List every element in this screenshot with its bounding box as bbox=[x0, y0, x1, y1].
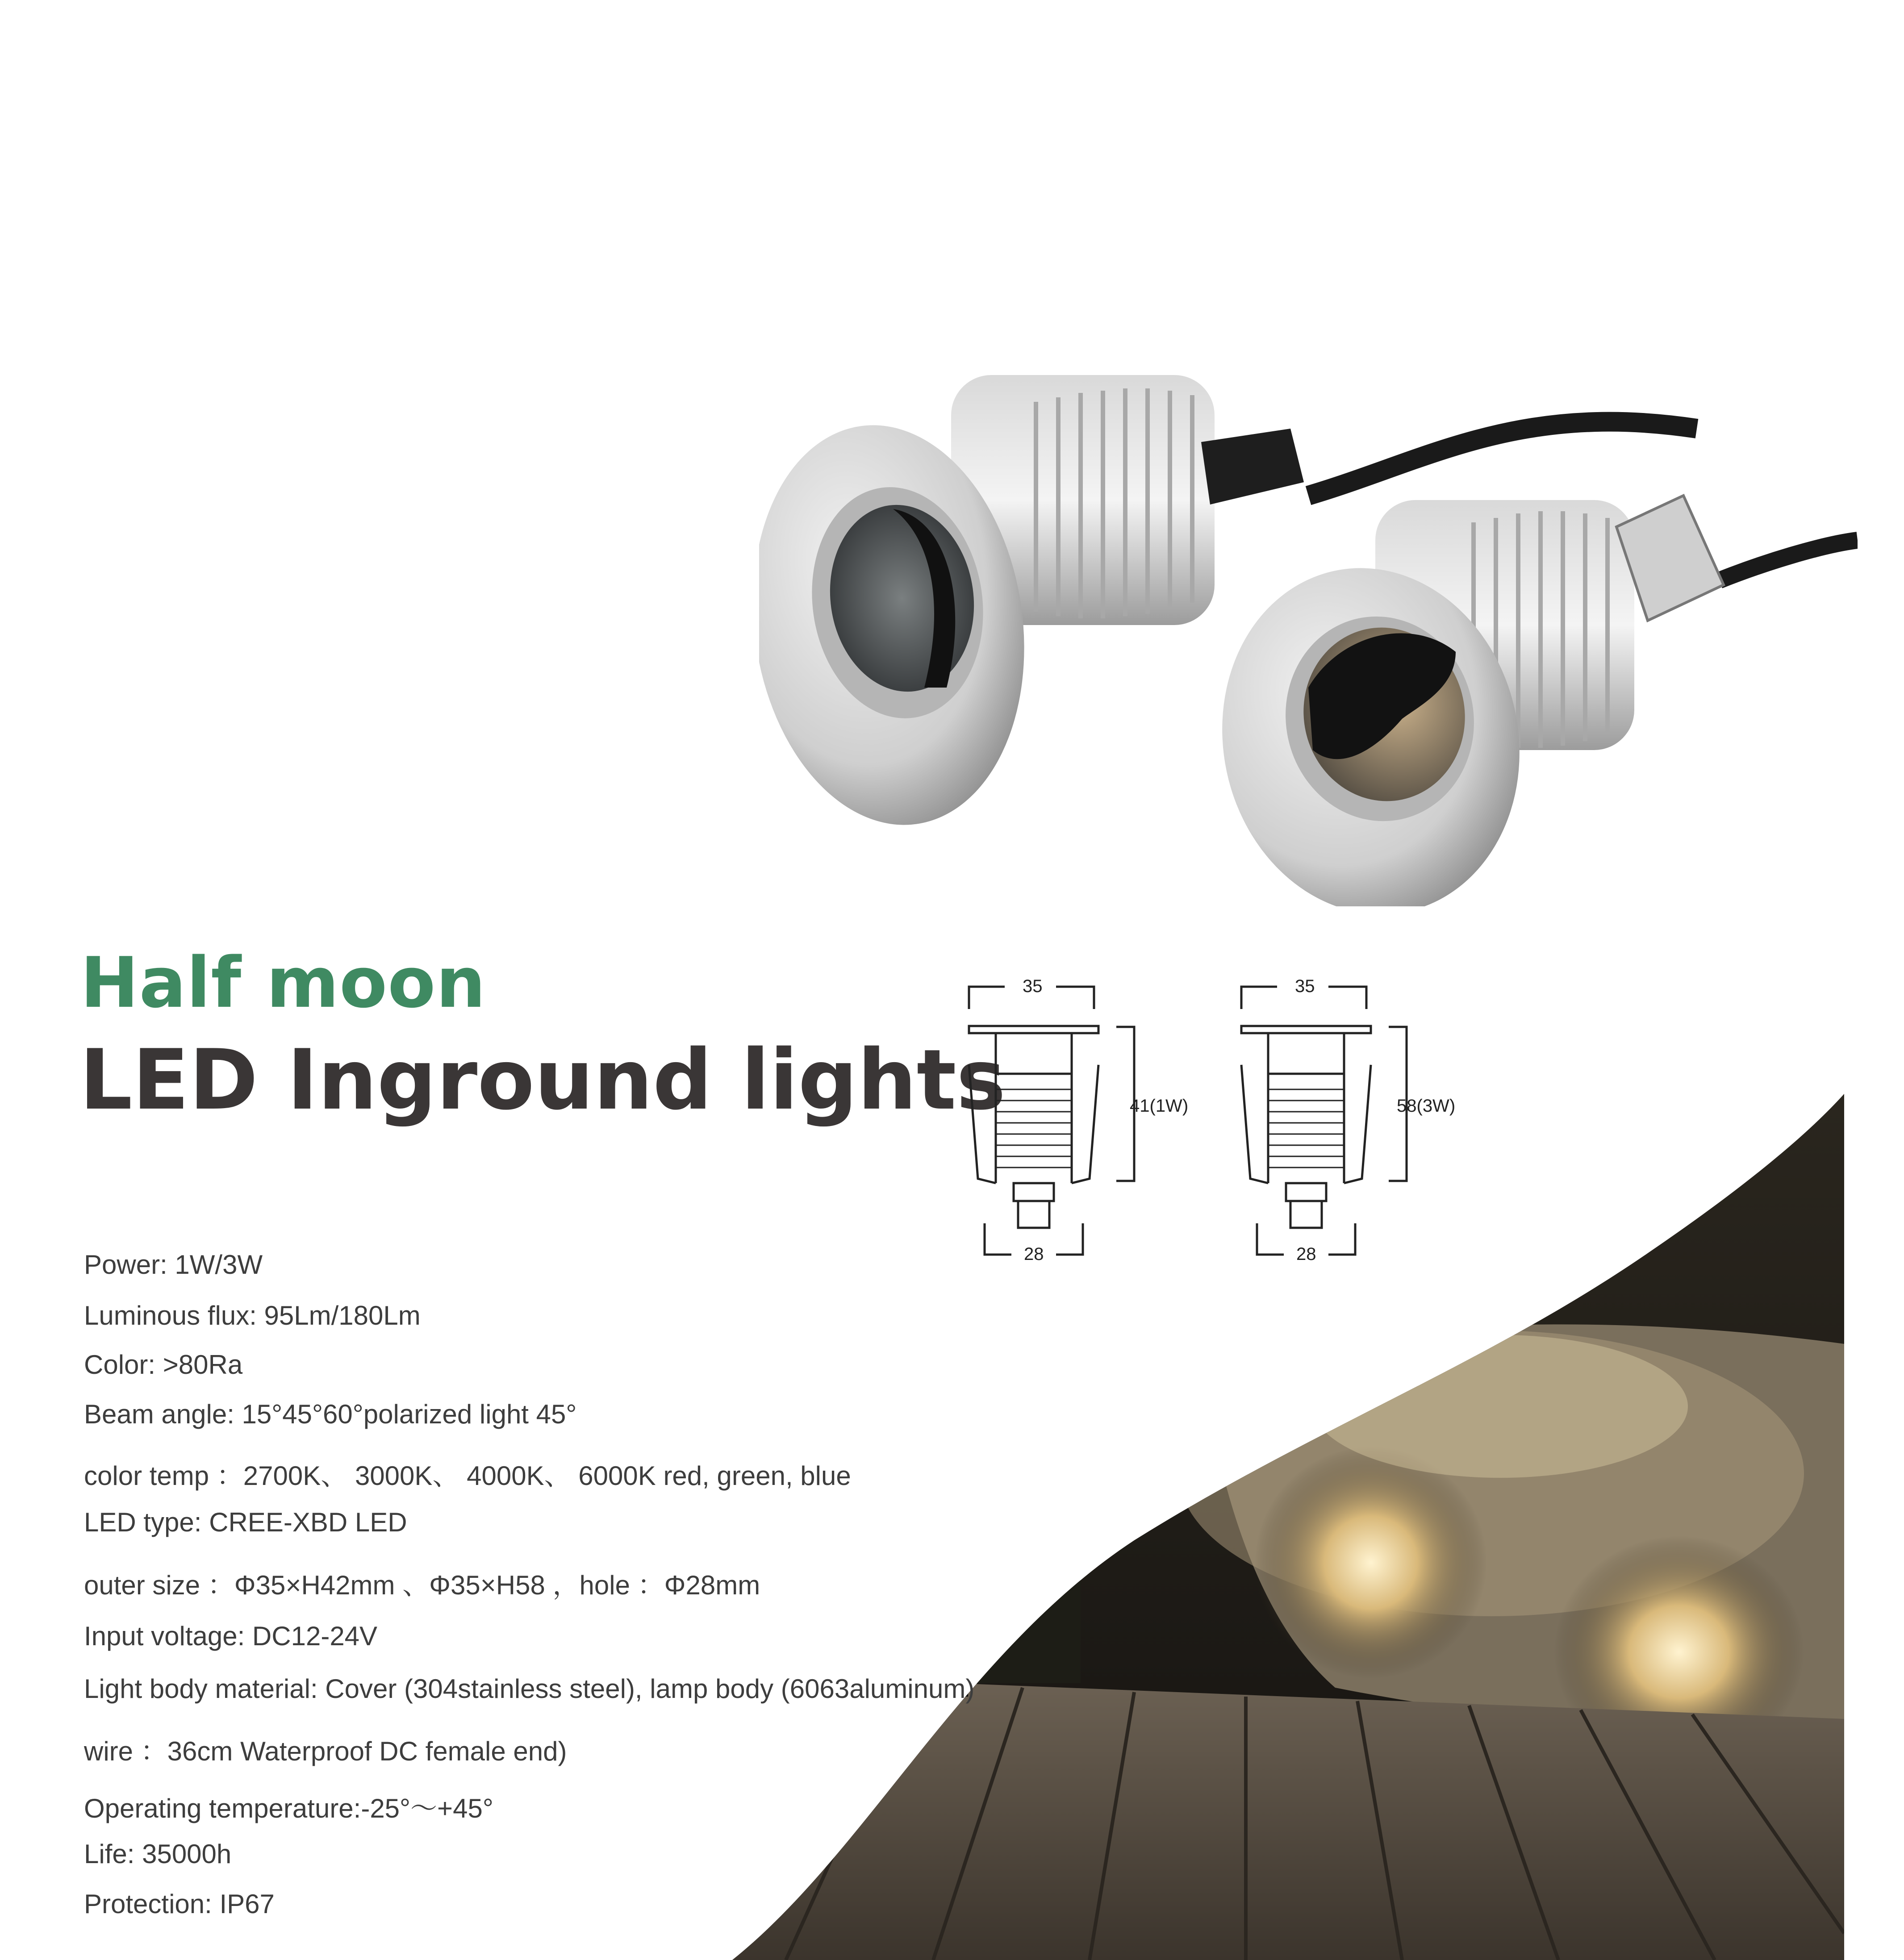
dim-bottom-width: 28 bbox=[1024, 1244, 1044, 1264]
dim-top-width: 35 bbox=[1023, 976, 1043, 996]
spec-power: Power: 1W/3W bbox=[84, 1250, 263, 1280]
spec-material: Light body material: Cover (304stainless steel), lamp body (6063aluminum) bbox=[84, 1674, 975, 1704]
page-title: LED Inground lights bbox=[79, 1031, 1006, 1128]
left-light bbox=[759, 375, 1304, 842]
dim-height: 58(3W) bbox=[1397, 1096, 1456, 1116]
right-light bbox=[1190, 496, 1724, 906]
spec-luminous-flux: Luminous flux: 95Lm/180Lm bbox=[84, 1301, 421, 1330]
dim-top-width: 35 bbox=[1295, 976, 1315, 996]
spec-outer-size: outer size ：Φ35×H42mm 、Φ35×H58 ，hole ：Φ28mm bbox=[84, 1570, 760, 1600]
title-line-1: Half moon bbox=[80, 942, 486, 1023]
dimension-drawing-3w bbox=[1232, 973, 1509, 1277]
spec-protection: Protection: IP67 bbox=[84, 1889, 275, 1919]
spec-led-type: LED type: CREE-XBD LED bbox=[84, 1507, 407, 1537]
product-photo bbox=[759, 348, 1858, 906]
dim-bottom-width: 28 bbox=[1296, 1244, 1316, 1264]
dim-height: 41(1W) bbox=[1130, 1096, 1189, 1116]
spec-life: Life: 35000h bbox=[84, 1839, 232, 1869]
spec-beam-angle: Beam angle: 15°45°60°polarized light 45° bbox=[84, 1399, 577, 1429]
spec-color: Color: >80Ra bbox=[84, 1350, 243, 1380]
spec-input-voltage: Input voltage: DC12-24V bbox=[84, 1621, 378, 1651]
spec-operating-temperature: Operating temperature:-25°～+45° bbox=[84, 1793, 493, 1823]
spec-wire: wire ：36cm Waterproof DC female end) bbox=[84, 1736, 567, 1766]
spec-color-temp: color temp ：2700K、 3000K、 4000K、 6000K red, green, blue bbox=[84, 1461, 851, 1491]
dimension-drawing-1w bbox=[960, 973, 1237, 1277]
